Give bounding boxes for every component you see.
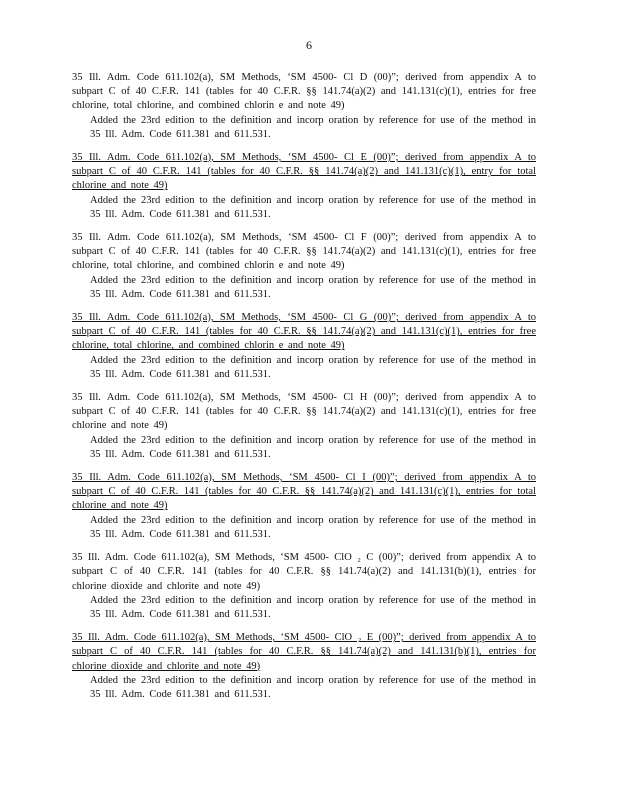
page-number: 6 bbox=[306, 38, 312, 52]
entry-7 bbox=[72, 551, 536, 622]
entry-note: Added the 23rd edition to the definition and incorp oration by reference for use of the method in 35 Ill. Adm. Code 611.381 and 611.531. bbox=[90, 114, 536, 140]
entry-citation: 35 Ill. Adm. Code 611.102(a), SM Methods, ‘SM 4500- Cl F (00)”; derived from appendix A to subpart C of 40 C.F.R. 141 (tables for 40 C.F.R. §§ 141.74(a)(2) and 141.131(c)(1), entries for free chlorine, total chlorine, and combined chlorin e and note 49) bbox=[72, 232, 536, 272]
entry-citation: 35 Ill. Adm. Code 611.102(a), SM Methods, ‘SM 4500- Cl G (00)”; derived from appendix A to subpart C of 40 C.F.R. 141 (tables for 40 C.F.R. §§ 141.74(a)(2) and 141.131(c)(1), entries for free chlorine, total chlorine, and combined chlorin e and note 49) bbox=[72, 312, 536, 352]
entry-6 bbox=[72, 471, 536, 542]
entry-note: Added the 23rd edition to the definition and incorp oration by reference for use of the method in 35 Ill. Adm. Code 611.381 and 611.531. bbox=[90, 674, 536, 700]
entry-citation: 35 Ill. Adm. Code 611.102(a), SM Methods, ‘SM 4500- Cl E (00)”; derived from appendix A to subpart C of 40 C.F.R. 141 (tables for 40 C.F.R. §§ 141.74(a)(2) and 141.131(c)(1), entry for total chlorine and note 49) bbox=[72, 152, 536, 192]
entry-note: Added the 23rd edition to the definition and incorp oration by reference for use of the method in 35 Ill. Adm. Code 611.381 and 611.531. bbox=[90, 274, 536, 300]
entry-citation: 35 Ill. Adm. Code 611.102(a), SM Methods, ‘SM 4500- ClO ₂ C (00)”; derived from appendix A to subpart C of 40 C.F.R. 141 (tables for 40 C.F.R. §§ 141.74(a)(2) and 141.131(b)(1), entries for chlorine dioxide and chlorite and note 49) bbox=[72, 552, 536, 592]
entry-note: Added the 23rd edition to the definition and incorp oration by reference for use of the method in 35 Ill. Adm. Code 611.381 and 611.531. bbox=[90, 594, 536, 620]
entry-8 bbox=[72, 631, 536, 702]
entry-citation: 35 Ill. Adm. Code 611.102(a), SM Methods, ‘SM 4500- Cl I (00)”; derived from appendix A to subpart C of 40 C.F.R. 141 (tables for 40 C.F.R. §§ 141.74(a)(2) and 141.131(c)(1), entries for total chlorine and note 49) bbox=[72, 472, 536, 512]
entry-note: Added the 23rd edition to the definition and incorp oration by reference for use of the method in 35 Ill. Adm. Code 611.381 and 611.531. bbox=[90, 434, 536, 460]
entry-citation: 35 Ill. Adm. Code 611.102(a), SM Methods, ‘SM 4500- Cl D (00)”; derived from appendix A to subpart C of 40 C.F.R. 141 (tables for 40 C.F.R. §§ 141.74(a)(2) and 141.131(c)(1), entries for free chlorine, total chlorine, and combined chlorin e and note 49) bbox=[72, 72, 536, 112]
entry-citation: 35 Ill. Adm. Code 611.102(a), SM Methods, ‘SM 4500- Cl H (00)”; derived from appendix A to subpart C of 40 C.F.R. 141 (tables for 40 C.F.R. §§ 141.74(a)(2) and 141.131(c)(1), entries for free chlorine and note 49) bbox=[72, 392, 536, 432]
entry-list bbox=[72, 71, 536, 711]
entry-note: Added the 23rd edition to the definition and incorp oration by reference for use of the method in 35 Ill. Adm. Code 611.381 and 611.531. bbox=[90, 194, 536, 220]
entry-1 bbox=[72, 71, 536, 142]
entry-note: Added the 23rd edition to the definition and incorp oration by reference for use of the method in 35 Ill. Adm. Code 611.381 and 611.531. bbox=[90, 514, 536, 540]
entry-4 bbox=[72, 311, 536, 382]
entry-5 bbox=[72, 391, 536, 462]
entry-3 bbox=[72, 231, 536, 302]
entry-2 bbox=[72, 151, 536, 222]
entry-citation: 35 Ill. Adm. Code 611.102(a), SM Methods, ‘SM 4500- ClO ₂ E (00)”; derived from appendix A to subpart C of 40 C.F.R. 141 (tables for 40 C.F.R. §§ 141.74(a)(2) and 141.131(b)(1), entries for chlorine dioxide and chlorite and note 49) bbox=[72, 632, 536, 672]
entry-note: Added the 23rd edition to the definition and incorp oration by reference for use of the method in 35 Ill. Adm. Code 611.381 and 611.531. bbox=[90, 354, 536, 380]
